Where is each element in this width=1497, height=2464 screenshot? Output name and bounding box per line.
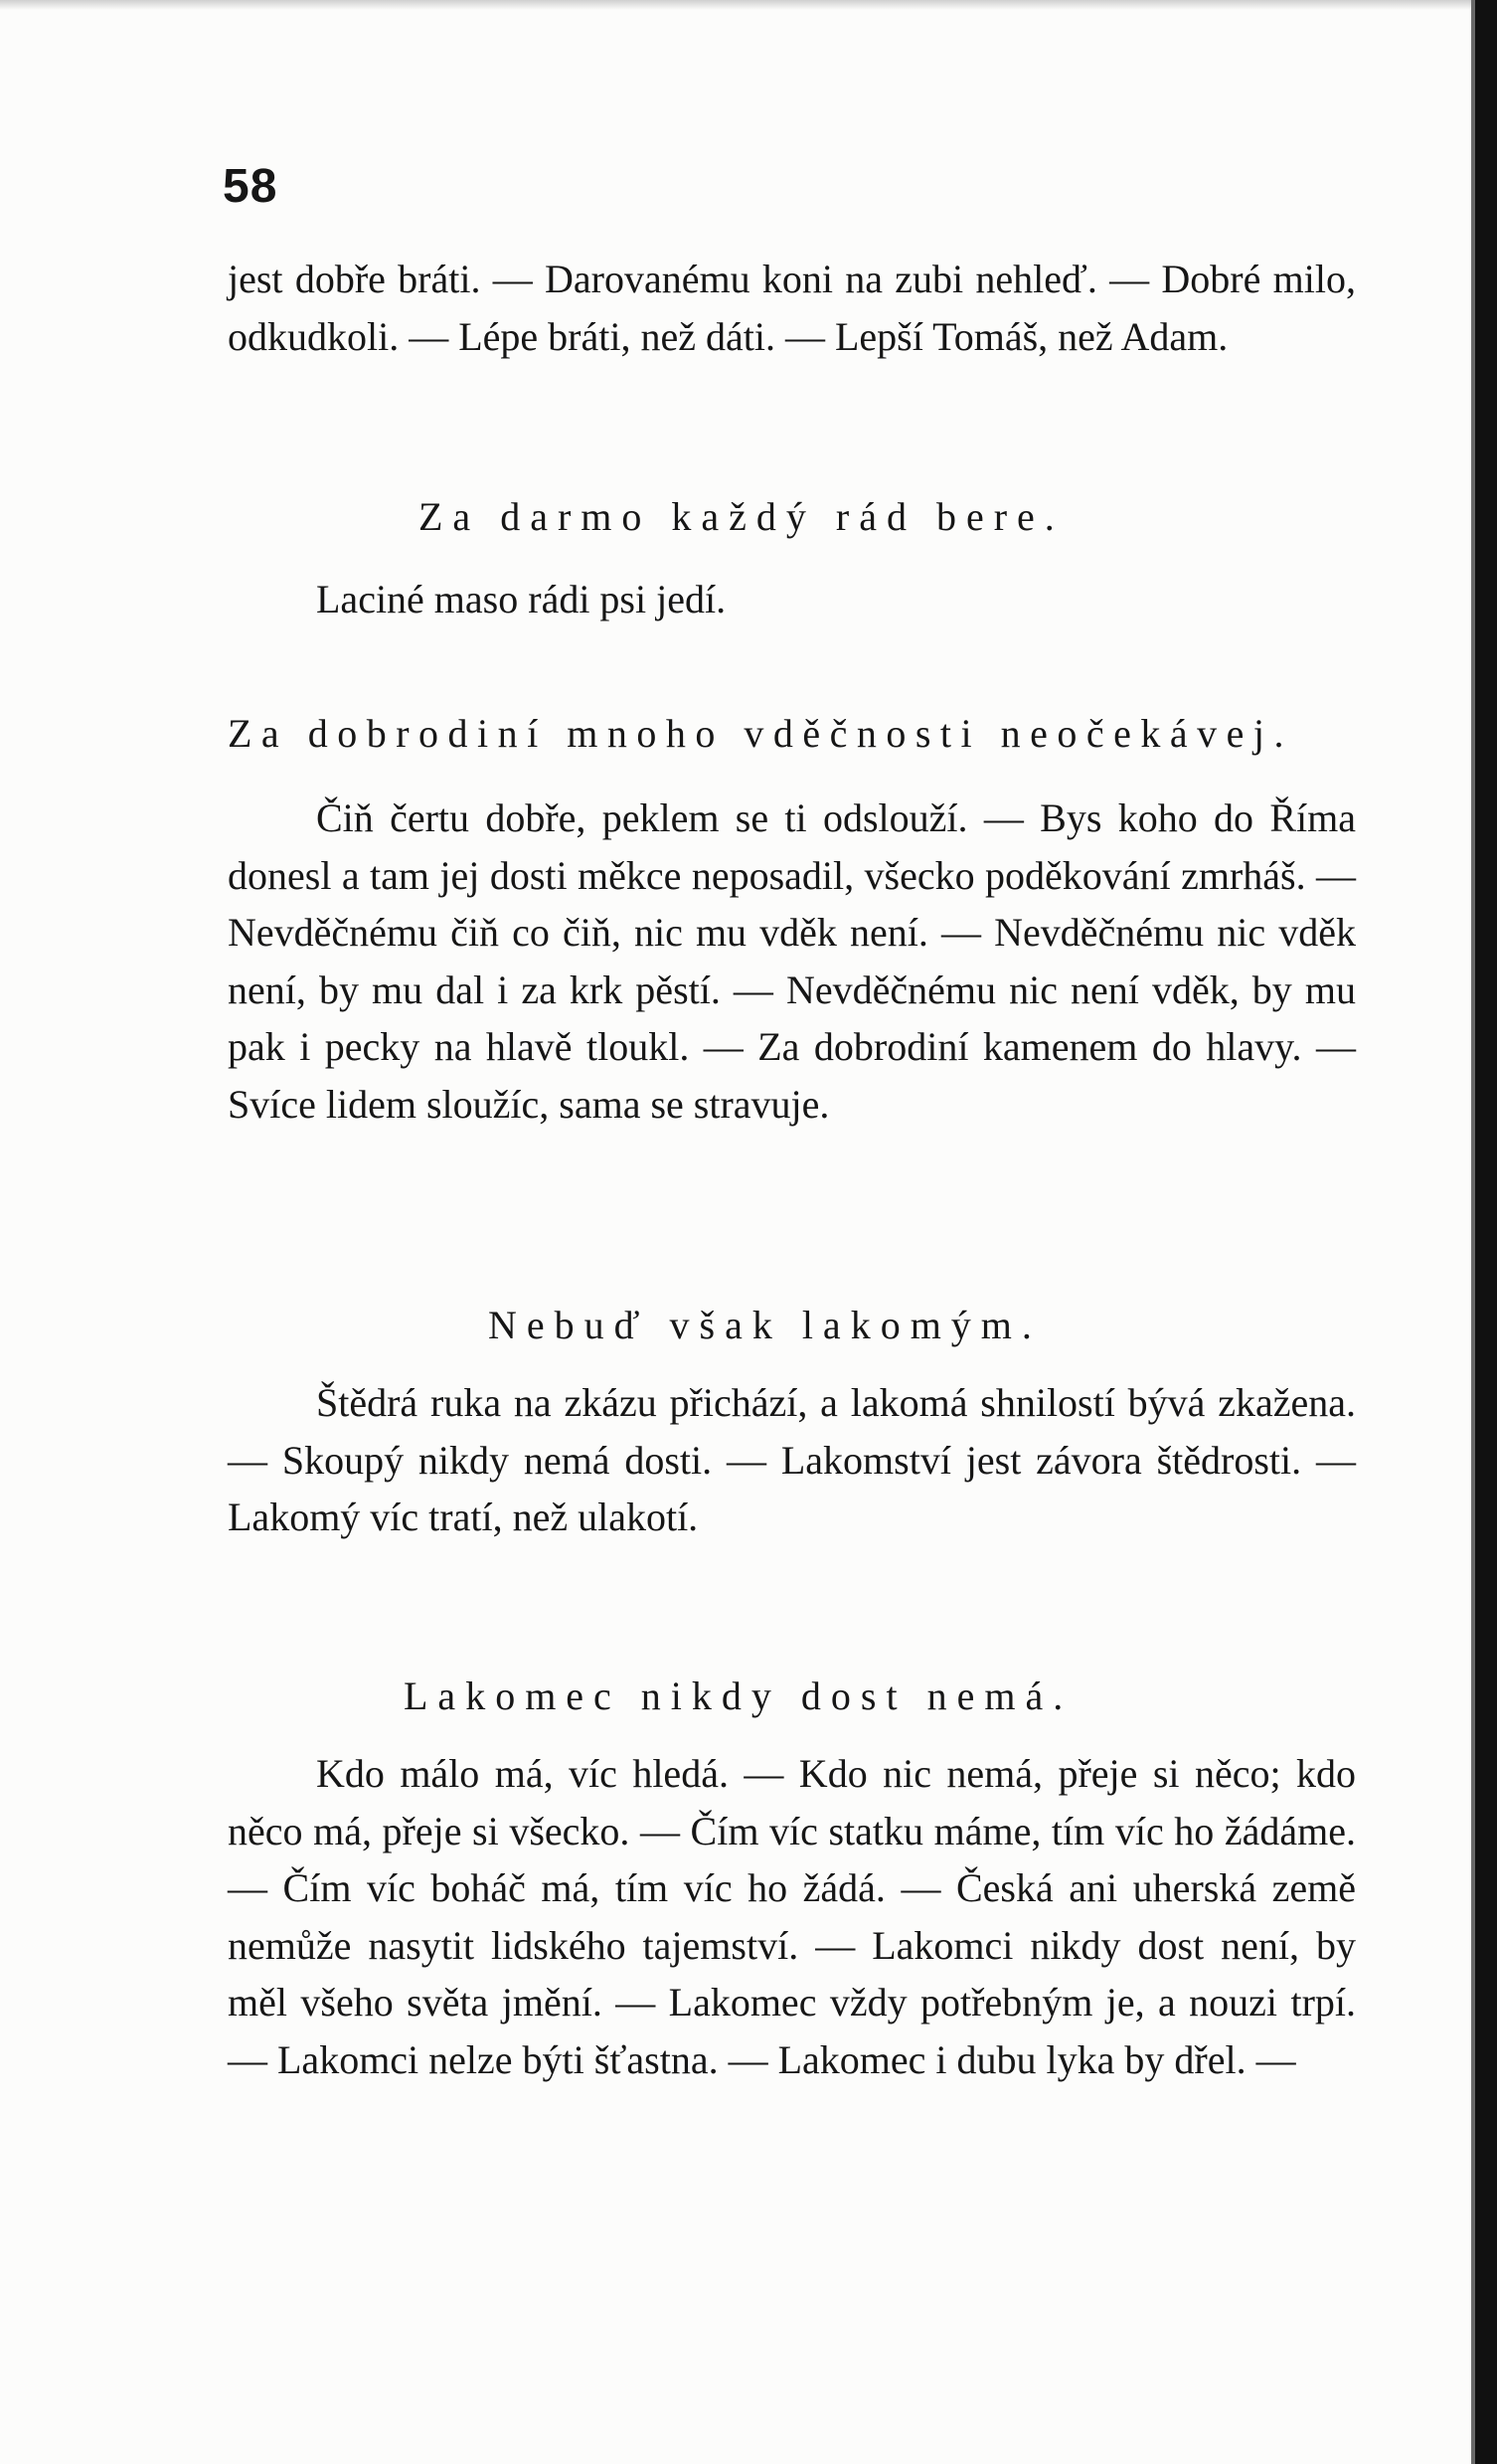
paragraph-continuation: jest dobře bráti. — Darovanému koni na zubi nehleď. — Dobré milo, odkudkoli. — Lépe bráti, než dáti. — Lepší Tomáš, než Adam. [228, 257, 1356, 359]
proverb-heading-4: Lakomec nikdy dost nemá. [404, 1673, 1074, 1718]
page-number: 58 [223, 160, 278, 213]
proverb-heading-2: Za dobrodiní mnoho vděčnosti neočekávej. [228, 711, 1294, 756]
paragraph-2: Čiň čertu dobře, peklem se ti odslouží. — Bys koho do Říma donesl a tam jej dosti měkce neposadil, všecko poděkování zmrháš. — Nevděčnému čiň co čiň, nic mu vděk není. — Nevděčnému nic vděk není, by mu dal i za krk pěstí. — Nevděčnému nic není vděk, by mu pak i pecky na hlavě tloukl. — Za dobrodiní kamenem do hlavy. — Svíce lidem sloužíc, sama se stravuje. [228, 795, 1356, 1127]
proverb-heading-1: Za darmo každý rád bere. [418, 494, 1065, 539]
page-top-edge [0, 0, 1497, 10]
page-right-edge [1475, 0, 1497, 2464]
paragraph-1: Laciné maso rádi psi jedí. [316, 577, 727, 621]
paragraph-3: Štědrá ruka na zkázu přichází, a lakomá shnilostí bývá zkažena. — Skoupý nikdy nemá dosti. — Lakomství jest závora štědrosti. — Lakomý víc tratí, než ulakotí. [228, 1380, 1356, 1539]
paragraph-4: Kdo málo má, víc hledá. — Kdo nic nemá, přeje si něco; kdo něco má, přeje si všecko. — Čím víc statku máme, tím víc ho žádáme. — Čím víc boháč má, tím víc ho žádá. — Česká ani uherská země nemůže nasytit lidského tajemství. — Lakomci nikdy dost není, by měl všeho světa jmění. — Lakomec vždy potřebným je, a nouzi trpí. — Lakomci nelze býti šťastna. — Lakomec i dubu lyka by dřel. — [228, 1751, 1356, 2082]
proverb-heading-3: Nebuď však lakomým. [488, 1303, 1042, 1347]
